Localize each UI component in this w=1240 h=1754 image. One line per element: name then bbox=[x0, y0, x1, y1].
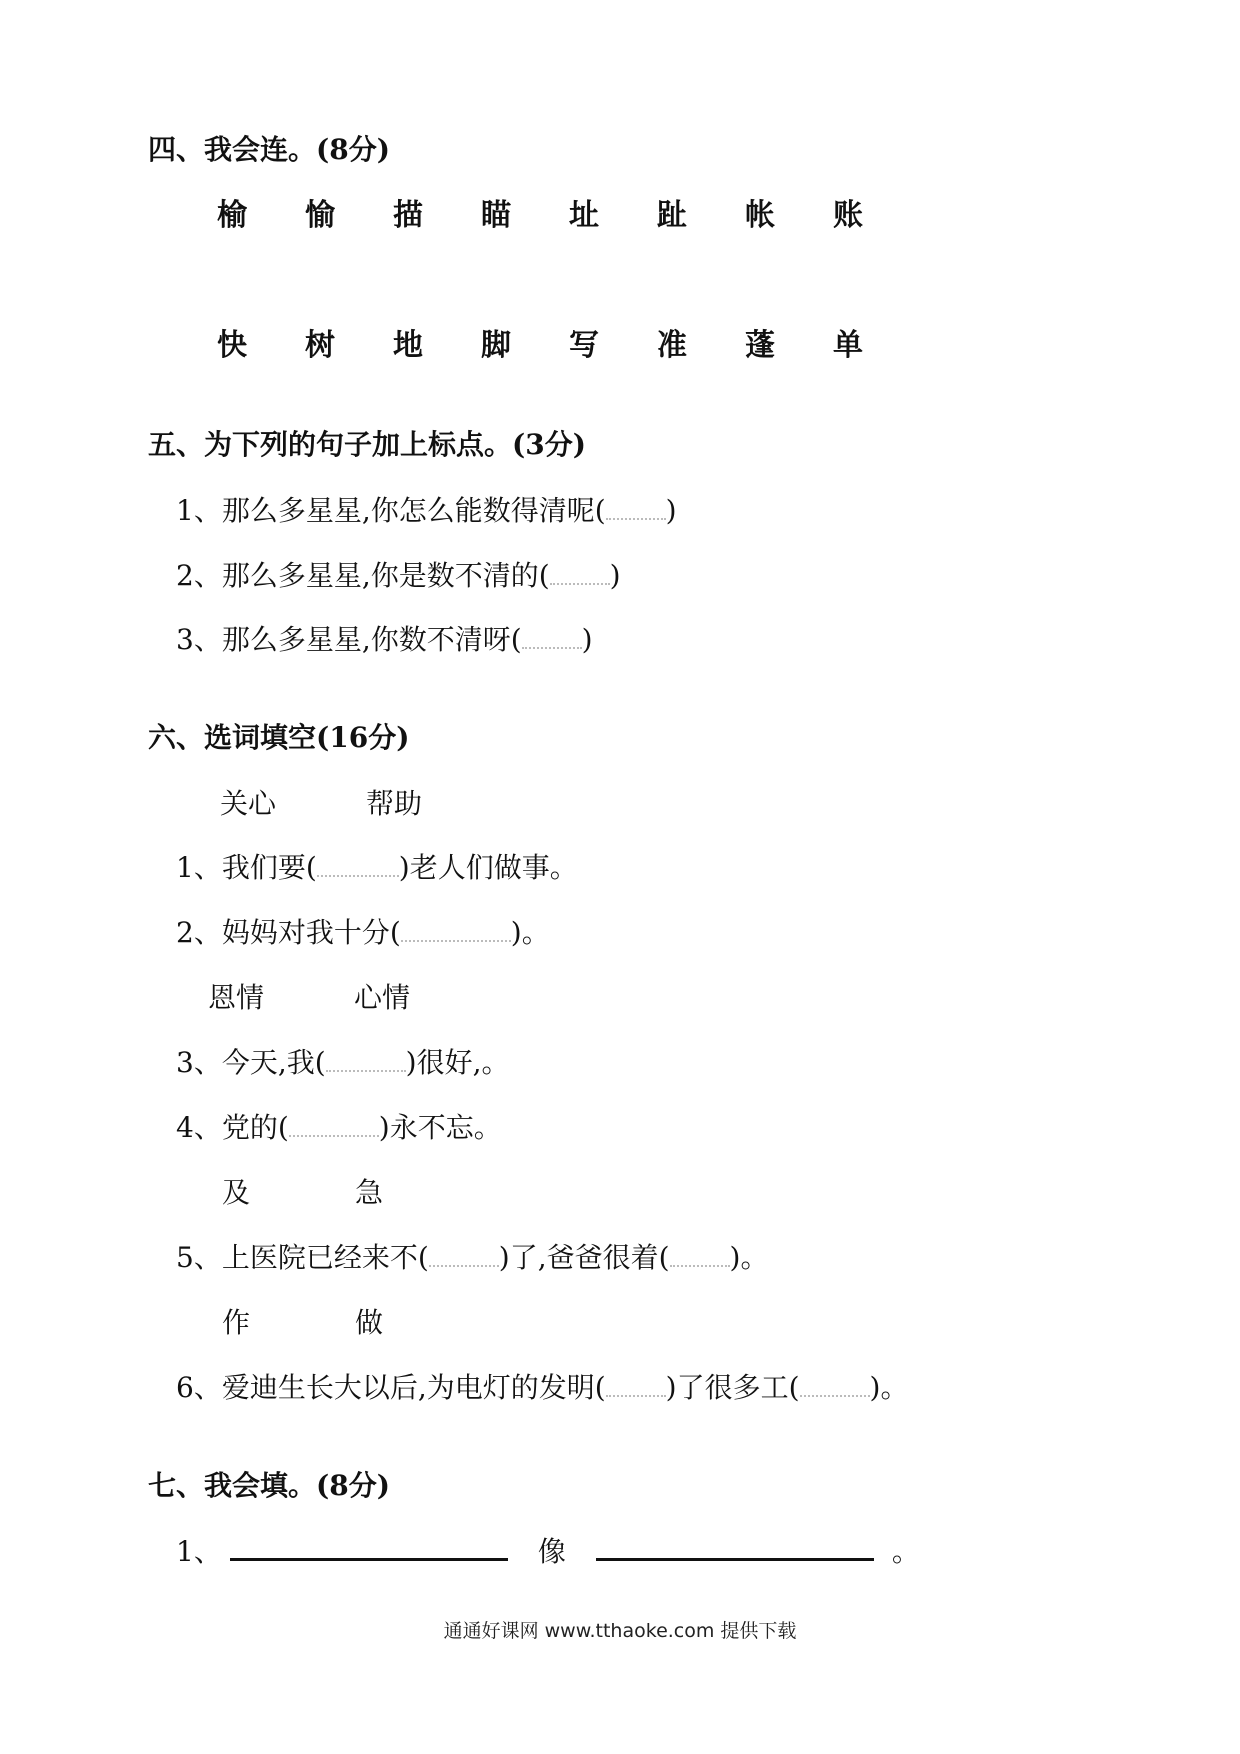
question-number: 3、 bbox=[176, 1046, 222, 1079]
footer-credit: 通通好课网 www.tthaoke.com 提供下载 bbox=[443, 1620, 797, 1642]
word-choice-b: 急 bbox=[355, 1176, 384, 1209]
char-1-4: 瞄 bbox=[481, 198, 511, 233]
item-number: 3、 bbox=[176, 623, 222, 656]
section-5-title: 五、为下列的句子加上标点。(3分) bbox=[148, 428, 586, 461]
question-mid: )了,爸爸很着( bbox=[498, 1241, 670, 1274]
open-paren: ( bbox=[538, 559, 550, 592]
question-mid: 像 bbox=[537, 1535, 566, 1568]
question-number: 1、 bbox=[176, 1535, 222, 1568]
word-choices-3 bbox=[222, 1173, 383, 1213]
word-choice-b: 帮助 bbox=[366, 787, 423, 820]
char-1-1: 榆 bbox=[217, 198, 247, 233]
word-choice-a: 关心 bbox=[220, 787, 277, 820]
fill-question-5 bbox=[176, 1238, 768, 1278]
question-post: )很好,。 bbox=[405, 1046, 510, 1079]
punct-item-1 bbox=[176, 491, 677, 531]
char-2-4: 脚 bbox=[481, 328, 511, 363]
fill-question-2 bbox=[176, 913, 550, 953]
word-choice-b: 做 bbox=[355, 1306, 384, 1339]
question-mid: )了很多工( bbox=[665, 1371, 800, 1404]
close-paren: ) bbox=[581, 623, 593, 656]
fill-question-4 bbox=[176, 1108, 502, 1148]
question-pre: 今天,我( bbox=[221, 1046, 326, 1079]
item-number: 1、 bbox=[176, 494, 222, 527]
item-text: 那么多星星,你是数不清的 bbox=[221, 559, 539, 592]
answer-blank-2[interactable] bbox=[800, 1391, 870, 1397]
word-choice-a: 及 bbox=[222, 1176, 251, 1209]
close-paren: ) bbox=[609, 559, 621, 592]
word-choices-1 bbox=[220, 784, 422, 824]
char-1-3: 描 bbox=[393, 198, 423, 233]
answer-blank[interactable] bbox=[522, 643, 582, 649]
section-4-title: 四、我会连。(8分) bbox=[148, 133, 390, 166]
word-choice-b: 心情 bbox=[354, 981, 411, 1014]
close-paren: ) bbox=[665, 494, 677, 527]
char-2-8: 单 bbox=[833, 328, 863, 363]
question-number: 4、 bbox=[176, 1111, 222, 1144]
answer-blank-2[interactable] bbox=[670, 1261, 730, 1267]
char-row-1 bbox=[188, 196, 892, 236]
item-number: 2、 bbox=[176, 559, 222, 592]
char-1-6: 趾 bbox=[657, 198, 687, 233]
item-text: 那么多星星,你怎么能数得清呢 bbox=[221, 494, 595, 527]
answer-blank[interactable] bbox=[289, 1131, 379, 1137]
question-pre: 上医院已经来不( bbox=[221, 1241, 429, 1274]
word-choices-2 bbox=[208, 978, 410, 1018]
answer-blank[interactable] bbox=[317, 871, 399, 877]
open-paren: ( bbox=[594, 494, 606, 527]
fill-question-3 bbox=[176, 1043, 509, 1083]
item-text: 那么多星星,你数不清呀 bbox=[221, 623, 511, 656]
answer-blank-1[interactable] bbox=[429, 1261, 499, 1267]
question-pre: 爱迪生长大以后,为电灯的发明( bbox=[221, 1371, 606, 1404]
fill-question-6 bbox=[176, 1368, 908, 1408]
punct-item-3 bbox=[176, 620, 593, 660]
answer-blank[interactable] bbox=[326, 1066, 406, 1072]
word-choice-a: 作 bbox=[222, 1306, 251, 1339]
char-2-5: 写 bbox=[569, 328, 599, 363]
char-1-7: 帐 bbox=[745, 198, 775, 233]
answer-line-1[interactable] bbox=[230, 1558, 508, 1561]
char-2-1: 快 bbox=[217, 328, 247, 363]
open-paren: ( bbox=[510, 623, 522, 656]
fill-line-question-1 bbox=[176, 1532, 920, 1572]
fill-question-1 bbox=[176, 848, 578, 888]
char-1-2: 愉 bbox=[305, 198, 335, 233]
answer-blank[interactable] bbox=[606, 514, 666, 520]
answer-blank[interactable] bbox=[550, 579, 610, 585]
question-number: 2、 bbox=[176, 916, 222, 949]
section-7-title: 七、我会填。(8分) bbox=[148, 1469, 390, 1502]
char-2-2: 树 bbox=[305, 328, 335, 363]
question-post: )。 bbox=[510, 916, 550, 949]
char-2-7: 蓬 bbox=[745, 328, 775, 363]
char-row-2 bbox=[188, 326, 892, 366]
question-number: 5、 bbox=[176, 1241, 222, 1274]
answer-blank[interactable] bbox=[401, 936, 511, 942]
question-end: 。 bbox=[891, 1535, 920, 1568]
char-1-8: 账 bbox=[833, 198, 863, 233]
char-2-3: 地 bbox=[393, 328, 423, 363]
question-number: 6、 bbox=[176, 1371, 222, 1404]
word-choices-4 bbox=[222, 1303, 383, 1343]
char-1-5: 址 bbox=[569, 198, 599, 233]
question-post: )老人们做事。 bbox=[398, 851, 578, 884]
question-pre: 党的( bbox=[221, 1111, 289, 1144]
question-post: )永不忘。 bbox=[378, 1111, 502, 1144]
question-post: )。 bbox=[729, 1241, 769, 1274]
question-pre: 我们要( bbox=[221, 851, 317, 884]
answer-line-2[interactable] bbox=[596, 1558, 874, 1561]
question-post: )。 bbox=[869, 1371, 909, 1404]
question-pre: 妈妈对我十分( bbox=[221, 916, 401, 949]
section-6-title: 六、选词填空(16分) bbox=[148, 721, 410, 754]
question-number: 1、 bbox=[176, 851, 222, 884]
word-choice-a: 恩情 bbox=[208, 981, 265, 1014]
char-2-6: 准 bbox=[657, 328, 687, 363]
answer-blank-1[interactable] bbox=[606, 1391, 666, 1397]
punct-item-2 bbox=[176, 556, 621, 596]
